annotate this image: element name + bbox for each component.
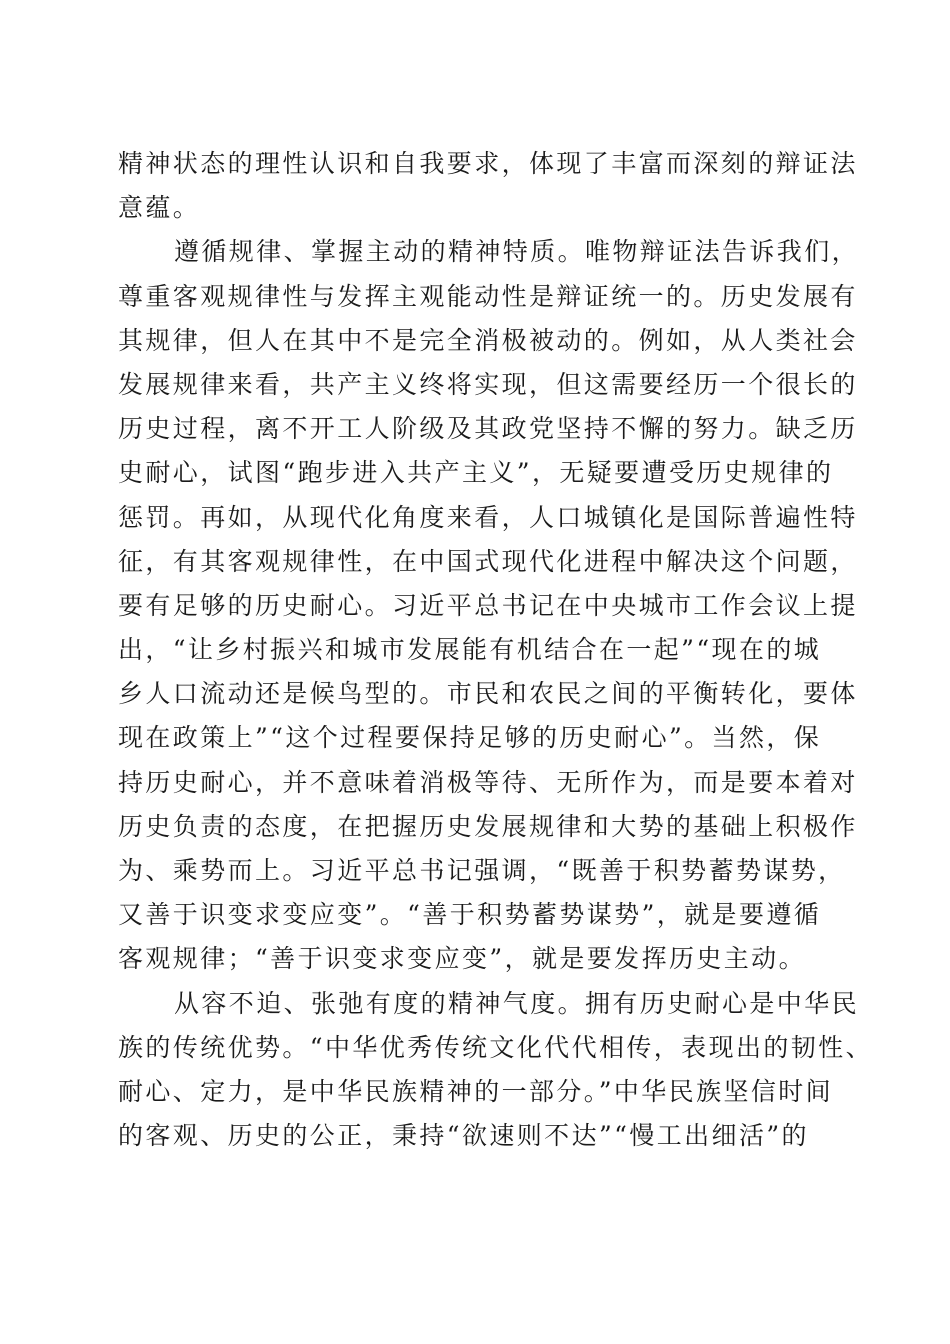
text-line: 发展规律来看，共产主义终将实现，但这需要经历一个很长的 bbox=[118, 369, 858, 399]
paragraph-start-line: 遵循规律、掌握主动的精神特质。唯物辩证法告诉我们， bbox=[174, 237, 860, 267]
text-line: 客观规律；“善于识变求变应变”，就是要发挥历史主动。 bbox=[118, 944, 806, 974]
text-line: 精神状态的理性认识和自我要求，体现了丰富而深刻的辩证法 bbox=[118, 149, 858, 178]
text-line: 族的传统优势。“中华优秀传统文化代代相传，表现出的韧性、 bbox=[118, 1032, 873, 1062]
text-line: 要有足够的历史耐心。习近平总书记在中央城市工作会议上提 bbox=[118, 590, 858, 620]
text-line: 现在政策上”“这个过程要保持足够的历史耐心”。当然，保 bbox=[118, 723, 822, 753]
text-line: 历史过程，离不开工人阶级及其政党坚持不懈的努力。缺乏历 bbox=[118, 414, 858, 444]
text-line: 乡人口流动还是候鸟型的。市民和农民之间的平衡转化，要体 bbox=[118, 679, 858, 709]
text-line: 历史负责的态度，在把握历史发展规律和大势的基础上积极作 bbox=[118, 811, 858, 841]
text-line: 惩罚。再如，从现代化角度来看，人口城镇化是国际普遍性特 bbox=[118, 502, 858, 532]
document-body bbox=[118, 142, 873, 1158]
text-line: 又善于识变求变应变”。“善于积势蓄势谋势”，就是要遵循 bbox=[118, 900, 822, 930]
text-line: 征，有其客观规律性，在中国式现代化进程中解决这个问题， bbox=[118, 546, 858, 576]
text-line: 出，“让乡村振兴和城市发展能有机结合在一起”“现在的城 bbox=[118, 635, 822, 665]
text-line: 其规律，但人在其中不是完全消极被动的。例如，从人类社会 bbox=[118, 325, 858, 355]
text-line: 耐心、定力，是中华民族精神的一部分。”中华民族坚信时间 bbox=[118, 1076, 834, 1106]
text-line: 史耐心，试图“跑步进入共产主义”，无疑要遭受历史规律的 bbox=[118, 458, 834, 488]
text-line: 为、乘势而上。习近平总书记强调，“既善于积势蓄势谋势， bbox=[118, 856, 846, 885]
text-line: 持历史耐心，并不意味着消极等待、无所作为，而是要本着对 bbox=[118, 767, 858, 797]
text-line: 的客观、历史的公正，秉持“欲速则不达”“慢工出细活”的 bbox=[118, 1121, 809, 1151]
text-line: 尊重客观规律性与发挥主观能动性是辩证统一的。历史发展有 bbox=[118, 281, 858, 311]
paragraph-start-line: 从容不迫、张弛有度的精神气度。拥有历史耐心是中华民 bbox=[174, 988, 860, 1018]
text-line: 意蕴。 bbox=[118, 193, 201, 223]
